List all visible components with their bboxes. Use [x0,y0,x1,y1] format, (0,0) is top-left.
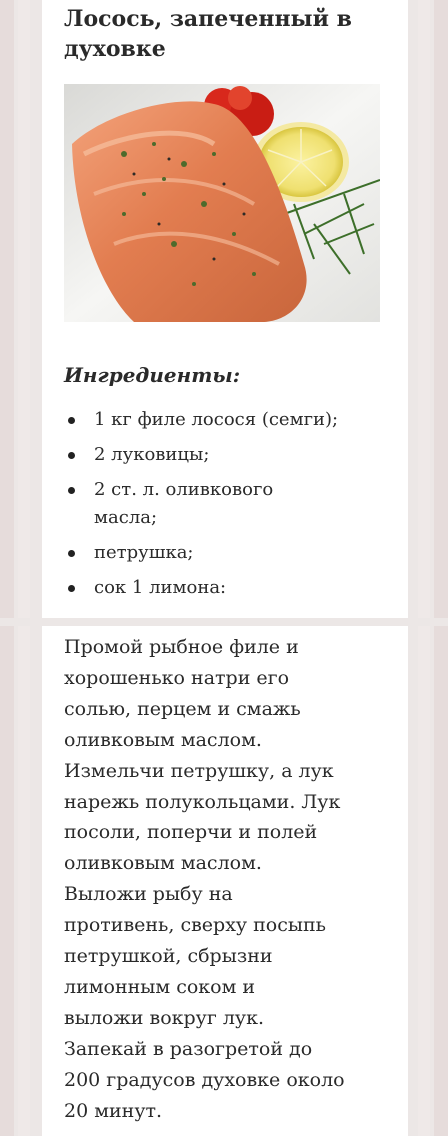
instruction-line: Промой рыбное филе и [64,636,299,658]
salmon-photo [64,84,380,322]
instruction-line: оливковым маслом. [64,852,262,875]
background-stripe [18,0,30,1136]
ingredient-text: 2 ст. л. оливкового [94,479,274,500]
section-divider [0,618,448,626]
bullet-icon [68,417,75,424]
background-stripe [0,0,14,1136]
list-item [64,441,388,469]
list-item [64,406,388,434]
instruction-line: солью, перцем и смажь [64,697,301,720]
instructions [64,626,388,1127]
background-stripe [434,0,448,1136]
instruction-line: оливковым маслом. [64,728,262,751]
bullet-icon [68,452,75,459]
ingredient-text: петрушка; [94,542,194,563]
instruction-line: посоли, поперчи и полей [64,821,318,844]
instruction-line: 200 градусов духовке около [64,1068,345,1091]
instruction-line: лимонным соком и [64,975,256,998]
bullet-icon [68,487,75,494]
instruction-line: петрушкой, сбрызни [64,945,273,968]
list-item [64,574,388,602]
instruction-line: Выложи рыбу на [64,883,233,906]
ingredient-text: масла; [94,507,158,528]
instruction-line: Измельчи петрушку, а лук [64,759,334,782]
ingredient-text: сок 1 лимона: [94,577,227,598]
ingredient-text: 2 луковицы; [94,444,210,465]
instruction-line: хорошенько натри его [64,666,290,689]
instruction-line: противень, сверху посыпь [64,914,327,937]
bullet-icon [68,550,75,557]
instruction-line: нарежь полукольцами. Лук [64,790,341,813]
recipe-card-top [42,0,408,618]
recipe-title [64,4,388,64]
ingredients-list [64,406,388,602]
ingredients-heading: Ингредиенты: [64,363,241,387]
instruction-line: выложи вокруг лук. [64,1006,265,1029]
ingredient-text: 1 кг филе лосося (семги); [94,409,339,430]
instruction-line: Запекай в разогретой до [64,1037,313,1060]
instruction-line: 20 минут. [64,1099,163,1122]
recipe-card-bottom [42,626,408,1136]
list-item [64,539,388,567]
list-item [64,476,388,532]
title-line: духовке [64,36,166,62]
background-stripe [418,0,430,1136]
bullet-icon [68,585,75,592]
title-line: Лосось, запеченный в [64,6,352,32]
